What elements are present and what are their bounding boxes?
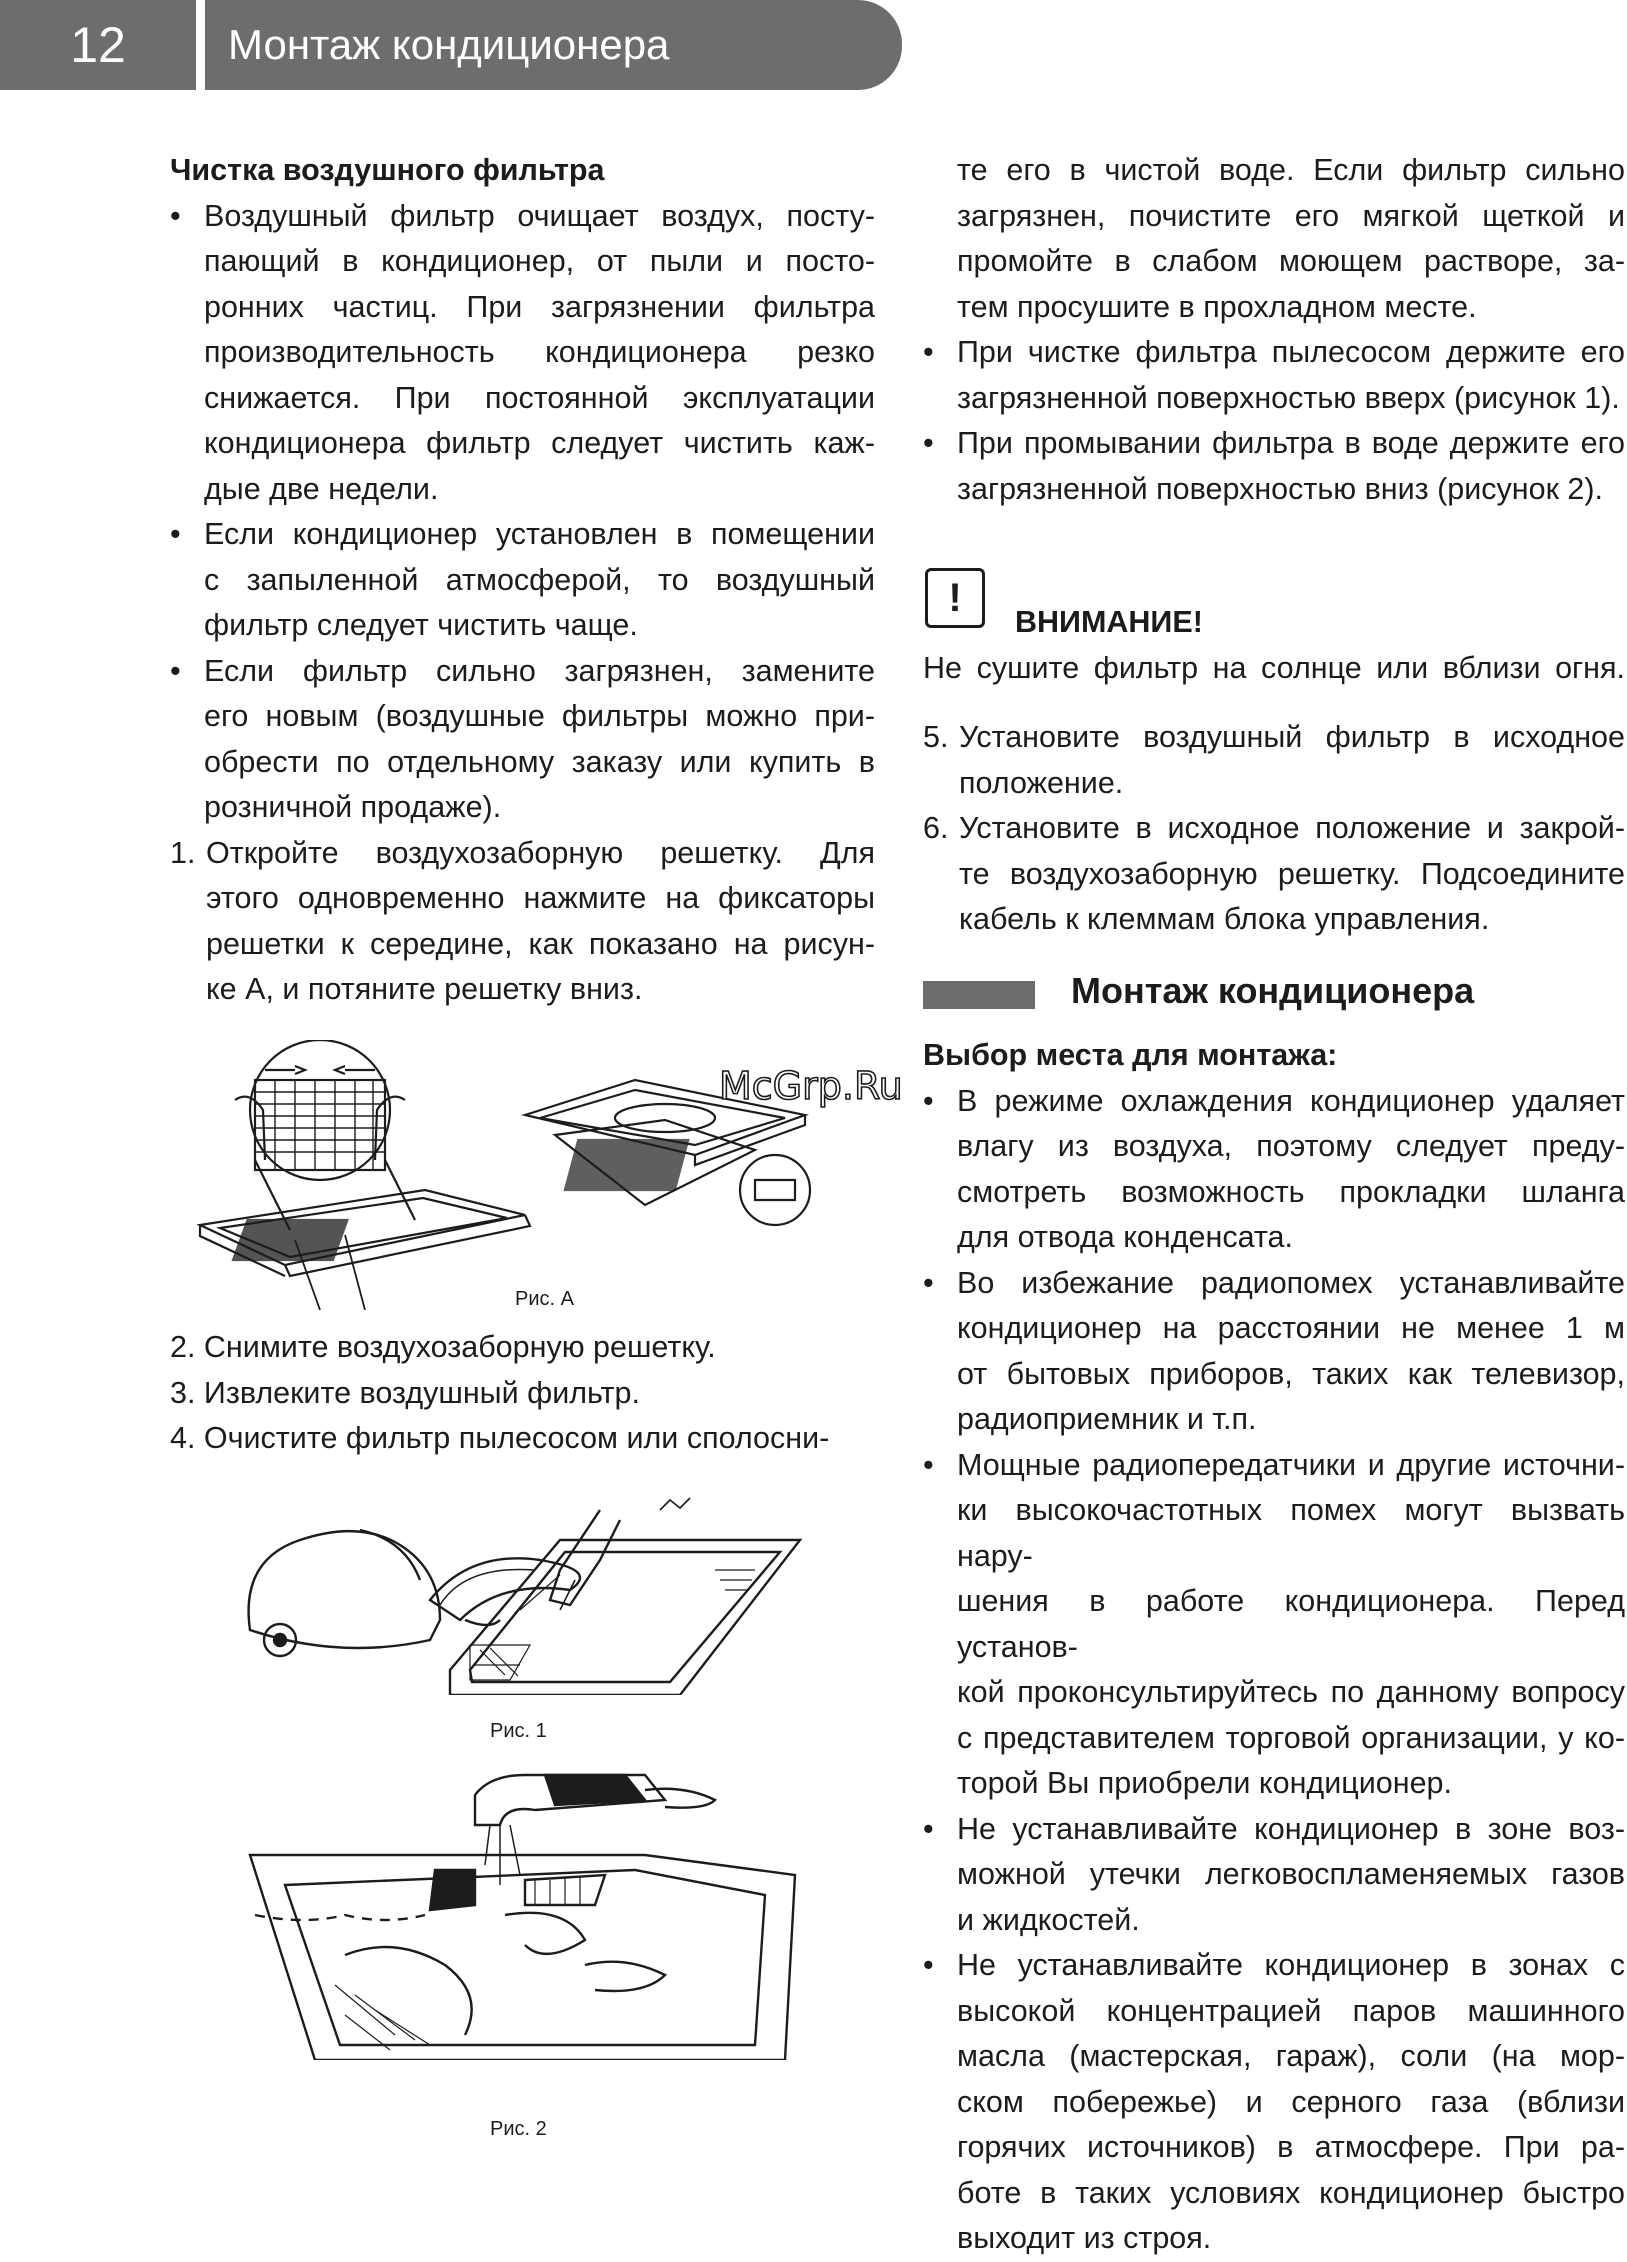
text-line: ском побережье) и серного газа (вблизи xyxy=(957,2084,1625,2119)
location-bullet-list xyxy=(923,1079,1625,2262)
bullet-dot-icon: • xyxy=(170,653,181,688)
subheading-location: Выбор места для монтажа: xyxy=(923,1038,1338,1072)
bullet-dot-icon: • xyxy=(923,1948,934,1982)
text-line: ронних частиц. При загрязнении фильтра xyxy=(204,289,875,324)
text-line: загрязнен, почистите его мягкой щеткой и xyxy=(957,198,1625,233)
figure-a-caption: Рис. А xyxy=(515,1288,574,1310)
numbered-step xyxy=(170,831,875,1013)
bullet-item xyxy=(923,1443,1625,1807)
bullet-item xyxy=(923,1943,1625,2262)
text-line: масла (мастерская, гараж), соли (на мор- xyxy=(957,2039,1625,2073)
text-line: положение. xyxy=(959,765,1124,800)
bullet-item xyxy=(923,1079,1625,1261)
text-line: дые две недели. xyxy=(204,471,439,506)
text-line: Откройте воздухозаборную решетку. Для xyxy=(206,835,875,870)
numbered-step xyxy=(923,806,1625,943)
figure-1-illustration xyxy=(240,1470,810,1695)
text-line: с представителем торговой организации, у ко- xyxy=(957,1720,1625,1755)
bullet-dot-icon: • xyxy=(170,517,181,551)
right-column-top xyxy=(923,148,1625,512)
right-column-bottom xyxy=(923,1033,1625,2262)
header-divider xyxy=(196,0,205,90)
section-heading-filter: Чистка воздушного фильтра xyxy=(170,153,605,187)
warning-text: Не сушите фильтр на солнце или вблизи огня. xyxy=(923,651,1625,685)
bullet-item xyxy=(923,421,1625,512)
right-steps xyxy=(923,715,1625,943)
bullet-dot-icon: • xyxy=(923,426,934,460)
step-number: 5. xyxy=(923,720,949,754)
text-line: его новым (воздушные фильтры можно при- xyxy=(204,699,875,733)
page-header xyxy=(0,0,902,90)
text-line: тем просушите в прохладном месте. xyxy=(957,289,1477,324)
text-line: горячих источников) в атмосфере. При ра- xyxy=(957,2130,1625,2164)
text-line: торой Вы приобрели кондиционер. xyxy=(957,1766,1452,1800)
text-line: Не устанавливайте кондиционер в зонах с xyxy=(957,1948,1625,1982)
text-line: радиоприемник и т.п. xyxy=(957,1402,1257,1436)
left-bullet-list xyxy=(170,194,875,831)
text-line: В режиме охлаждения кондиционер удаляет xyxy=(957,1083,1625,1118)
left-steps xyxy=(170,1325,875,1462)
bullet-item xyxy=(923,330,1625,421)
text-line: для отвода конденсата. xyxy=(957,1220,1293,1254)
numbered-step xyxy=(923,715,1625,806)
bullet-dot-icon: • xyxy=(170,198,181,233)
text-line: загрязненной поверхностью вниз (рисунок 2). xyxy=(957,471,1604,506)
text-line: кондиционера фильтр следует чистить каж- xyxy=(204,426,875,460)
figure-2-illustration xyxy=(245,1765,805,2060)
watermark-text: McGrp.Ru xyxy=(719,1064,903,1108)
text-line: и жидкостей. xyxy=(957,1902,1140,1937)
bullet-dot-icon: • xyxy=(923,335,934,369)
text-line: розничной продаже). xyxy=(204,790,502,824)
text-line: Установите воздушный фильтр в исходное xyxy=(959,720,1625,754)
text-line: фильтр следует чистить чаще. xyxy=(204,608,638,642)
section-heading-installation: Монтаж кондиционера xyxy=(923,968,1625,1017)
left-column-top xyxy=(170,148,875,1013)
section-bar xyxy=(923,981,1035,1009)
step-number: 1. xyxy=(170,835,196,870)
bullet-item xyxy=(170,512,875,649)
figure-2-caption: Рис. 2 xyxy=(490,2118,547,2140)
text-line: При промывании фильтра в воде держите его xyxy=(957,426,1625,460)
text-line: можной утечки легковоспламеняемых газов xyxy=(957,1857,1625,1891)
step-number: 6. xyxy=(923,811,949,845)
text-line: Воздушный фильтр очищает воздух, посту- xyxy=(204,198,875,233)
watermark xyxy=(715,1055,935,1115)
text-line: Если кондиционер установлен в помещении xyxy=(204,517,875,551)
text-line: Во избежание радиопомех устанавливайте xyxy=(957,1265,1625,1300)
text-line: Установите в исходное положение и закрой- xyxy=(959,811,1625,845)
text-line: этого одновременно нажмите на фиксаторы xyxy=(206,881,875,915)
text-line: обрести по отдельному заказу или купить в xyxy=(204,744,875,779)
text-line: Если фильтр сильно загрязнен, замените xyxy=(204,653,875,688)
text-line: ке А, и потяните решетку вниз. xyxy=(206,972,643,1006)
step-line: 2. Снимите воздухозаборную решетку. xyxy=(170,1330,716,1364)
warning-icon: ! xyxy=(925,568,985,628)
text-line: с запыленной атмосферой, то воздушный xyxy=(204,562,875,597)
text-line: боте в таких условиях кондиционер быстро xyxy=(957,2175,1625,2210)
text-line: шения в работе кондиционера. Перед установ- xyxy=(957,1584,1625,1664)
text-line: те его в чистой воде. Если фильтр сильно xyxy=(957,153,1625,187)
bullet-item xyxy=(170,194,875,513)
bullet-dot-icon: • xyxy=(923,1811,934,1846)
text-line: пающий в кондиционер, от пыли и посто- xyxy=(204,244,875,278)
text-line: влагу из воздуха, поэтому следует преду- xyxy=(957,1129,1625,1163)
text-line: Не устанавливайте кондиционер в зоне воз- xyxy=(957,1811,1625,1846)
text-line: кой проконсультируйтесь по данному вопросу xyxy=(957,1675,1625,1709)
text-line: выходит из строя. xyxy=(957,2221,1212,2255)
text-line: кабель к клеммам блока управления. xyxy=(959,902,1490,936)
figure-1-caption: Рис. 1 xyxy=(490,1720,547,1742)
page-number: 12 xyxy=(70,17,126,73)
bullet-item xyxy=(923,1807,1625,1944)
text-line: загрязненной поверхностью вверх (рисунок 1). xyxy=(957,380,1620,415)
text-line: решетки к середине, как показано на рисун- xyxy=(206,926,875,961)
step-1 xyxy=(170,831,875,1013)
header-title: Монтаж кондиционера xyxy=(228,21,670,68)
text-line: смотреть возможность прокладки шланга xyxy=(957,1174,1625,1209)
text-line: производительность кондиционера резко xyxy=(204,335,875,369)
text-line: кондиционер на расстоянии не менее 1 м xyxy=(957,1311,1625,1345)
text-line: При чистке фильтра пылесосом держите его xyxy=(957,335,1625,369)
text-line: от бытовых приборов, таких как телевизор, xyxy=(957,1356,1625,1391)
text-line: Мощные радиопередатчики и другие источни- xyxy=(957,1447,1625,1482)
bullet-item xyxy=(170,649,875,831)
text-line: промойте в слабом моющем растворе, за- xyxy=(957,244,1625,278)
text-line: снижается. При постоянной эксплуатации xyxy=(204,380,875,415)
warning-title: ВНИМАНИЕ! xyxy=(1015,605,1203,639)
step-line: 3. Извлеките воздушный фильтр. xyxy=(170,1375,640,1410)
bullet-item xyxy=(923,1261,1625,1443)
text-line: ки высокочастотных помех могут вызвать нару- xyxy=(957,1493,1625,1573)
continued-text xyxy=(923,148,1625,330)
bullet-dot-icon: • xyxy=(923,1447,934,1482)
bullet-dot-icon: • xyxy=(923,1083,934,1118)
step-line: 4. Очистите фильтр пылесосом или сполосни- xyxy=(170,1421,830,1455)
bullet-dot-icon: • xyxy=(923,1265,934,1300)
text-line: высокой концентрацией паров машинного xyxy=(957,1993,1625,2028)
text-line: те воздухозаборную решетку. Подсоедините xyxy=(959,856,1625,891)
